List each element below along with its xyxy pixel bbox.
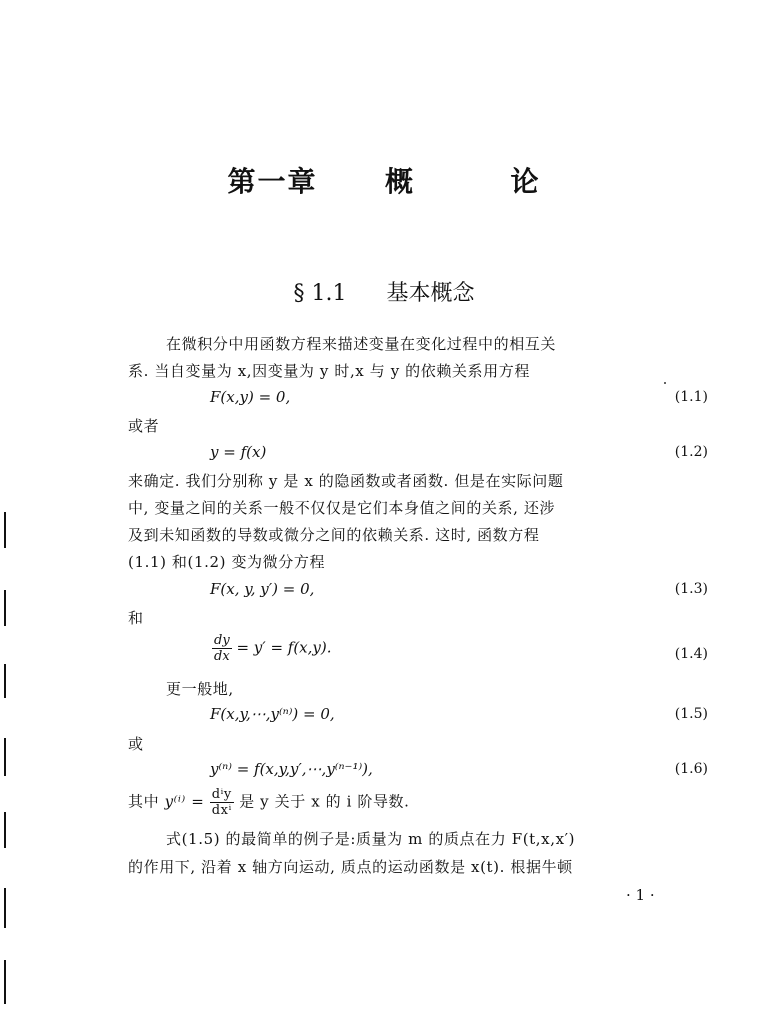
text-and: 和 (128, 609, 144, 627)
derivative-definition-line (128, 788, 410, 817)
text-or-2: 或 (128, 735, 144, 753)
scan-margin-mark (4, 812, 6, 848)
section-number: § 1.1 (293, 281, 347, 306)
paragraph-3-line-1: 式(1.5) 的最简单的例子是:质量为 m 的质点在力 F(t,x,x′) (166, 830, 576, 848)
equation-1-3: F(x, y, y′) = 0, (210, 580, 315, 598)
paragraph-2-line-4: (1.1) 和(1.2) 变为微分方程 (128, 553, 326, 571)
paragraph-1-line-2: 系. 当自变量为 x,因变量为 y 时,x 与 y 的依赖关系用方程 (128, 362, 530, 380)
fraction-dy-dx (212, 634, 232, 663)
equation-number-1-6: (1.6) (674, 761, 708, 777)
scan-margin-mark (4, 664, 6, 698)
paragraph-2-line-1: 来确定. 我们分别称 y 是 x 的隐函数或者函数. 但是在实际问题 (128, 472, 564, 490)
scan-margin-mark (4, 590, 6, 626)
equation-number-1-1: (1.1) (674, 389, 708, 405)
equation-1-2: y = f(x) (210, 443, 267, 461)
equation-number-1-4: (1.4) (674, 646, 708, 662)
text-more-generally: 更一般地, (166, 680, 234, 698)
chapter-word-2: 论 (510, 165, 541, 198)
equation-number-1-5: (1.5) (674, 706, 708, 722)
equation-1-4-rest: = y′ = f(x,y). (236, 638, 332, 657)
fraction-denominator: dxⁱ (211, 803, 232, 818)
chapter-heading (0, 160, 768, 200)
chapter-label: 第一章 (227, 165, 318, 198)
paragraph-2-line-2: 中, 变量之间的关系一般不仅仅是它们本身值之间的关系, 还涉 (128, 499, 556, 517)
fraction-numerator: dy (214, 633, 230, 648)
scan-margin-mark (4, 738, 6, 776)
equation-number-1-3: (1.3) (674, 581, 708, 597)
equation-1-6: y⁽ⁿ⁾ = f(x,y,y′,⋯,y⁽ⁿ⁻¹⁾), (210, 760, 373, 778)
fraction-denominator: dx (214, 649, 230, 664)
fraction-di-y-dx-i (210, 788, 234, 817)
section-title: 基本概念 (386, 281, 475, 306)
speck-mark (664, 382, 666, 384)
equation-1-1: F(x,y) = 0, (210, 388, 291, 406)
derivative-lhs: y⁽ⁱ⁾ = (164, 792, 205, 811)
fraction-numerator: dⁱy (211, 787, 232, 802)
chapter-word-1: 概 (384, 165, 415, 198)
paragraph-2-line-3: 及到未知函数的导数或微分之间的依赖关系. 这时, 函数方程 (128, 526, 540, 544)
page-number: · 1 · (626, 886, 655, 904)
text-where-suffix: 是 y 关于 x 的 i 阶导数. (239, 792, 410, 811)
equation-number-1-2: (1.2) (674, 444, 708, 460)
equation-1-4 (212, 634, 332, 663)
scan-margin-mark (4, 512, 6, 548)
equation-1-5: F(x,y,⋯,y⁽ⁿ⁾) = 0, (210, 705, 335, 723)
scan-margin-mark (4, 960, 6, 1004)
section-heading (0, 276, 768, 307)
paragraph-3-line-2: 的作用下, 沿着 x 轴方向运动, 质点的运动函数是 x(t). 根据牛顿 (128, 858, 573, 876)
text-or-1: 或者 (128, 417, 160, 435)
text-where: 其中 (128, 792, 160, 811)
paragraph-1-line-1: 在微积分中用函数方程来描述变量在变化过程中的相互关 (166, 335, 557, 353)
scan-margin-mark (4, 888, 6, 928)
